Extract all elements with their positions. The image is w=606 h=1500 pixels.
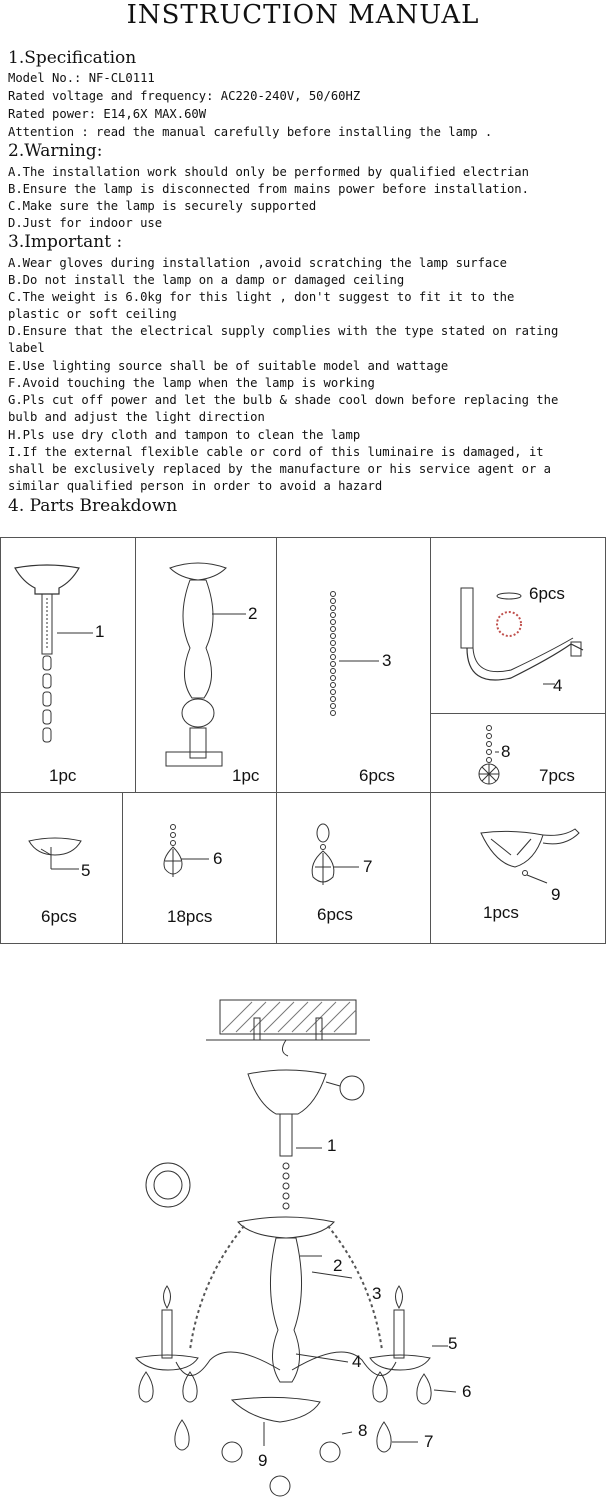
warning-line: C.Make sure the lamp is securely supported — [8, 199, 317, 213]
important-line: A.Wear gloves during installation ,avoid scratching the lamp surface — [8, 256, 507, 270]
part-quantity: 1pc — [232, 766, 260, 785]
assembly-label: 3 — [372, 1284, 382, 1303]
important-line: label — [8, 341, 45, 355]
part-number: 4 — [553, 676, 563, 695]
part-number: 3 — [382, 651, 392, 670]
assembly-drawing — [0, 990, 606, 1500]
part-quantity: 6pcs — [529, 584, 565, 603]
part-number: 1 — [95, 622, 105, 641]
important-line: F.Avoid touching the lamp when the lamp is working — [8, 376, 375, 390]
part-cell-6 — [122, 792, 277, 944]
canopy-chain-drawing — [1, 538, 137, 794]
important-line: bulb and adjust the light direction — [8, 410, 265, 424]
page-title: INSTRUCTION MANUAL — [126, 0, 480, 30]
part-number: 8 — [501, 742, 511, 761]
part-number: 9 — [551, 885, 561, 904]
warning-line: D.Just for indoor use — [8, 216, 163, 230]
important-line: I.If the external flexible cable or cord of this luminaire is damaged, it — [8, 445, 544, 459]
important-line: G.Pls cut off power and let the bulb & shade cool down before replacing the — [8, 393, 559, 407]
important-line: E.Use lighting source shall be of suitable model and wattage — [8, 359, 449, 373]
important-line: plastic or soft ceiling — [8, 307, 177, 321]
part-cell-4 — [430, 537, 606, 714]
part-quantity: 1pcs — [483, 903, 519, 922]
important-line: C.The weight is 6.0kg for this light , don't suggest to fit it to the — [8, 290, 515, 304]
important-line: shall be exclusively replaced by the manufacture or his service agent or a — [8, 462, 551, 476]
part-quantity: 6pcs — [317, 905, 353, 924]
important-line: D.Ensure that the electrical supply complies with the type stated on rating — [8, 324, 559, 338]
important-heading: 3.Important : — [8, 232, 123, 252]
assembly-label: 8 — [358, 1421, 368, 1440]
part-quantity: 6pcs — [359, 766, 395, 785]
bead-chain-drawing — [277, 538, 432, 794]
spec-line: Rated power: E14,6X MAX.60W — [8, 107, 207, 121]
part-cell-2 — [135, 537, 277, 793]
spec-line: Attention : read the manual carefully before installing the lamp . — [8, 125, 493, 139]
assembly-label: 2 — [333, 1256, 343, 1275]
part-number: 2 — [248, 604, 258, 623]
spec-line: Model No.: NF-CL0111 — [8, 71, 155, 85]
arm-drawing — [431, 538, 606, 715]
warning-line: B.Ensure the lamp is disconnected from mains power before installation. — [8, 182, 529, 196]
part-cell-3 — [276, 537, 431, 793]
spec-line: Rated voltage and frequency: AC220-240V, 50/60HZ — [8, 89, 361, 103]
part-cell-1 — [0, 537, 136, 793]
crystal-pendant-drawing — [277, 793, 432, 945]
important-line: B.Do not install the lamp on a damp or damaged ceiling — [8, 273, 405, 287]
crystal-ball-drawing — [431, 714, 606, 794]
assembly-label: 5 — [448, 1334, 458, 1353]
part-cell-7 — [276, 792, 431, 944]
part-number: 5 — [81, 861, 91, 880]
part-number: 6 — [213, 849, 223, 868]
warning-heading: 2.Warning: — [8, 141, 103, 161]
assembly-label: 6 — [462, 1382, 472, 1401]
part-cell-9 — [430, 792, 606, 944]
center-column-drawing — [136, 538, 278, 794]
parts-heading: 4. Parts Breakdown — [8, 496, 178, 516]
part-cell-8 — [430, 713, 606, 793]
part-cell-5 — [0, 792, 123, 944]
part-quantity: 6pcs — [41, 907, 77, 926]
assembly-label: 9 — [258, 1451, 268, 1470]
part-quantity: 1pc — [49, 766, 77, 785]
part-number: 7 — [363, 857, 373, 876]
part-quantity: 7pcs — [539, 766, 575, 785]
warning-line: A.The installation work should only be performed by qualified electrian — [8, 165, 529, 179]
assembly-label: 7 — [424, 1432, 434, 1451]
assembly-label: 1 — [327, 1136, 337, 1155]
important-line: H.Pls use dry cloth and tampon to clean the lamp — [8, 428, 361, 442]
assembly-label: 4 — [352, 1352, 362, 1371]
part-quantity: 18pcs — [167, 907, 213, 926]
spec-heading: 1.Specification — [8, 48, 137, 68]
important-line: similar qualified person in order to avoid a hazard — [8, 479, 383, 493]
